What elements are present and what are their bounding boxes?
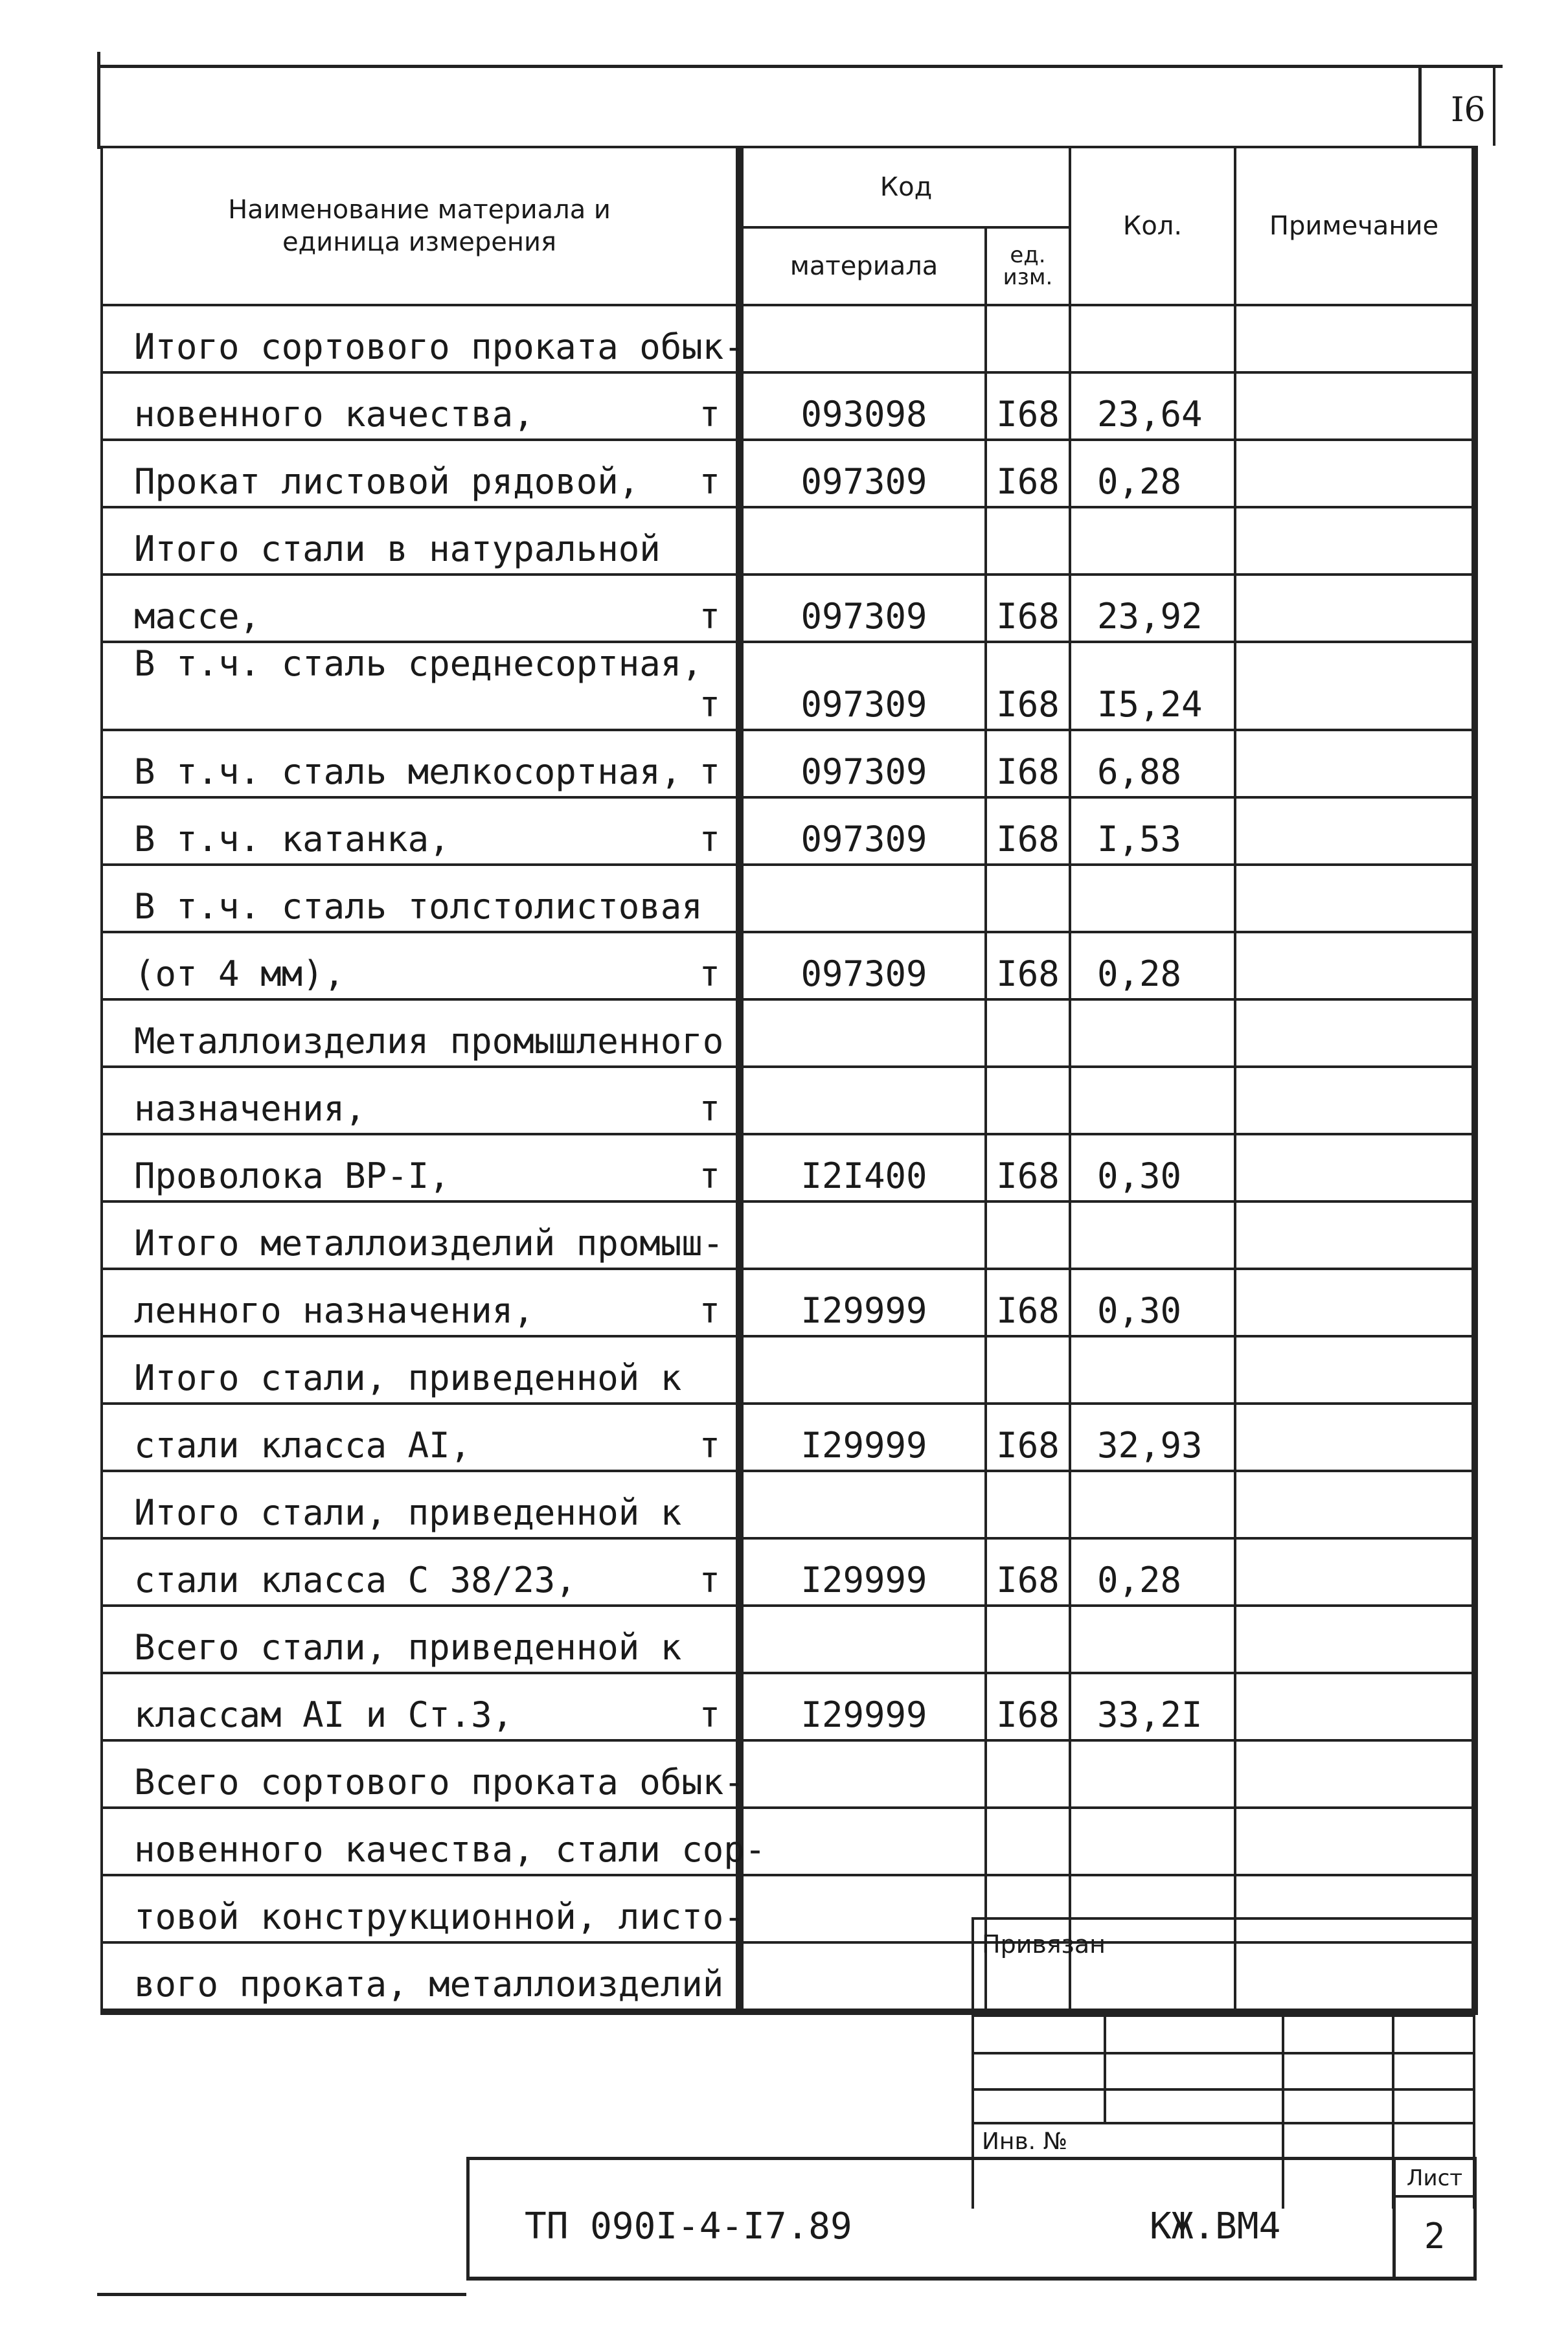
row-unit: т	[699, 1560, 720, 1600]
row-note	[1235, 440, 1475, 507]
row-quantity	[1070, 1740, 1235, 1808]
sheet-number: I6	[1451, 91, 1486, 130]
row-unit-code: I68	[986, 1134, 1070, 1201]
row-name-cell	[102, 440, 740, 507]
row-name: классам AI и Ст.3,	[134, 1694, 514, 1735]
row-quantity: 0,30	[1070, 1269, 1235, 1336]
row-name-cell	[102, 1808, 766, 1875]
row-unit-code: I68	[986, 642, 1070, 730]
row-quantity: I,53	[1070, 797, 1235, 865]
row-quantity: 6,88	[1070, 730, 1235, 797]
row-quantity	[1070, 1336, 1235, 1404]
row-note	[1235, 642, 1475, 730]
row-unit-code	[986, 1201, 1070, 1269]
row-unit-code: I68	[986, 1673, 1070, 1740]
row-quantity: 0,28	[1070, 932, 1235, 999]
row-quantity	[1070, 1201, 1235, 1269]
row-quantity: 23,64	[1070, 372, 1235, 440]
table-row	[102, 372, 1475, 440]
title-block	[466, 2157, 1477, 2281]
header-note: Примечание	[1235, 147, 1475, 305]
row-name: Прокат листовой рядовой,	[134, 461, 640, 502]
table-row	[102, 440, 1475, 507]
row-name-cell	[102, 730, 740, 797]
row-quantity	[1070, 305, 1235, 372]
row-note	[1235, 372, 1475, 440]
row-name-cell	[102, 575, 740, 642]
row-unit-code: I68	[986, 730, 1070, 797]
row-note	[1235, 1606, 1475, 1673]
header-code-material: материала	[740, 227, 986, 305]
stamp-line	[974, 2088, 1473, 2091]
table-row	[102, 797, 1475, 865]
row-unit-code	[986, 1808, 1070, 1875]
row-name: новенного качества, стали сор-	[134, 1829, 766, 1870]
row-note	[1235, 1404, 1475, 1471]
row-quantity: I5,24	[1070, 642, 1235, 730]
row-name-cell	[102, 305, 745, 372]
table-row	[102, 642, 1475, 730]
row-quantity: 0,28	[1070, 440, 1235, 507]
row-material-code	[740, 305, 986, 372]
row-name-cell	[102, 1606, 740, 1673]
table-row	[102, 1538, 1475, 1606]
row-quantity	[1070, 1067, 1235, 1134]
row-name: новенного качества,	[134, 394, 534, 435]
row-name-cell	[102, 1134, 740, 1201]
row-material-code: I29999	[740, 1538, 986, 1606]
row-name: Итого стали, приведенной к	[134, 1492, 682, 1533]
row-unit-code: I68	[986, 372, 1070, 440]
row-unit-code	[986, 1471, 1070, 1538]
row-unit: т	[699, 394, 720, 435]
header-name: Наименование материала и единица измерения	[102, 147, 740, 305]
row-unit-code: I68	[986, 1538, 1070, 1606]
row-unit: т	[699, 1155, 720, 1196]
row-name: товой конструкционной, листо-	[134, 1896, 745, 1937]
stamp-line	[974, 2014, 1473, 2017]
row-name-cell	[102, 372, 740, 440]
row-quantity	[1070, 507, 1235, 575]
row-material-code	[740, 1336, 986, 1404]
row-material-code: 097309	[740, 932, 986, 999]
row-note	[1235, 1673, 1475, 1740]
row-name: В т.ч. сталь мелкосортная,	[134, 751, 682, 792]
row-name: В т.ч. сталь толстолистовая	[134, 886, 703, 927]
table-row	[102, 1269, 1475, 1336]
row-note	[1235, 1808, 1475, 1875]
row-unit-code	[986, 999, 1070, 1067]
row-unit-code	[986, 1336, 1070, 1404]
row-name-cell	[102, 1067, 740, 1134]
row-unit-code	[986, 1740, 1070, 1808]
row-quantity	[1070, 865, 1235, 932]
row-name-cell	[102, 797, 740, 865]
row-name: Проволока ВР-I,	[134, 1155, 450, 1196]
row-material-code	[740, 1471, 986, 1538]
row-name-cell	[102, 1673, 740, 1740]
row-name: Всего стали, приведенной к	[134, 1627, 682, 1668]
row-unit: т	[699, 1088, 720, 1129]
row-unit-code: I68	[986, 1269, 1070, 1336]
sheet-label: Лист	[1396, 2165, 1473, 2198]
privyazan-label: Привязан	[982, 1930, 1106, 1959]
row-unit-code: I68	[986, 1404, 1070, 1471]
table-row	[102, 305, 1475, 372]
row-name-cell	[102, 1201, 740, 1269]
table-row	[102, 575, 1475, 642]
row-note	[1235, 1336, 1475, 1404]
row-unit: т	[699, 819, 720, 859]
row-quantity: 0,28	[1070, 1538, 1235, 1606]
header-quantity: Кол.	[1070, 147, 1235, 305]
row-note	[1235, 865, 1475, 932]
row-quantity	[1070, 999, 1235, 1067]
row-unit: т	[699, 461, 720, 502]
row-note	[1235, 730, 1475, 797]
stamp-line	[974, 2052, 1473, 2054]
row-material-code	[740, 999, 986, 1067]
table-row	[102, 730, 1475, 797]
row-material-code: I2I400	[740, 1134, 986, 1201]
row-unit-code: I68	[986, 797, 1070, 865]
header-code: Код	[740, 147, 1070, 227]
row-unit: т	[699, 1425, 720, 1466]
row-unit-code	[986, 305, 1070, 372]
row-note	[1235, 305, 1475, 372]
row-note	[1235, 1269, 1475, 1336]
sheet-value: 2	[1424, 2216, 1446, 2257]
row-note	[1235, 507, 1475, 575]
document-mark: КЖ.ВМ4	[1150, 2205, 1281, 2248]
row-note	[1235, 575, 1475, 642]
row-material-code: I29999	[740, 1673, 986, 1740]
row-name: Металлоизделия промышленного	[134, 1021, 724, 1062]
row-name: Всего сортового проката обык-	[134, 1762, 745, 1803]
table-row	[102, 1740, 1475, 1808]
row-unit-code	[986, 1067, 1070, 1134]
row-material-code	[740, 1875, 986, 1942]
row-note	[1235, 1134, 1475, 1201]
row-name: вого проката, металлоизделий	[134, 1964, 724, 2005]
row-name: ленного назначения,	[134, 1290, 534, 1331]
row-name: (от 4 мм),	[134, 953, 345, 994]
stamp-line	[1104, 2014, 1106, 2122]
row-note	[1235, 1067, 1475, 1134]
row-unit: т	[699, 684, 720, 725]
row-unit-code: I68	[986, 440, 1070, 507]
row-material-code: I29999	[740, 1404, 986, 1471]
row-unit: т	[699, 751, 720, 792]
row-name-cell	[102, 1269, 740, 1336]
row-quantity: 32,93	[1070, 1404, 1235, 1471]
row-quantity: 23,92	[1070, 575, 1235, 642]
materials-table	[100, 146, 1473, 2015]
row-material-code: 093098	[740, 372, 986, 440]
row-name-cell	[102, 1538, 740, 1606]
row-unit-code	[986, 1606, 1070, 1673]
table-row	[102, 1606, 1475, 1673]
row-name: Итого металлоизделий промыш-	[134, 1223, 724, 1264]
row-quantity	[1070, 1606, 1235, 1673]
table-row	[102, 1471, 1475, 1538]
table-row	[102, 1067, 1475, 1134]
row-note	[1235, 932, 1475, 999]
row-material-code	[740, 1067, 986, 1134]
row-material-code	[740, 1201, 986, 1269]
row-unit-code: I68	[986, 575, 1070, 642]
table-row	[102, 865, 1475, 932]
row-quantity: 0,30	[1070, 1134, 1235, 1201]
table-row	[102, 1808, 1475, 1875]
table-row	[102, 999, 1475, 1067]
row-name: стали класса AI,	[134, 1425, 472, 1466]
row-name-cell	[102, 1875, 745, 1942]
row-name: В т.ч. сталь среднесортная,	[134, 643, 703, 684]
row-name-cell	[102, 1740, 745, 1808]
row-name-cell	[102, 507, 740, 575]
row-unit-code: I68	[986, 932, 1070, 999]
row-material-code: I29999	[740, 1269, 986, 1336]
row-name-cell	[102, 642, 740, 730]
row-name-cell	[102, 1942, 740, 2012]
row-material-code: 097309	[740, 797, 986, 865]
row-quantity	[1070, 1808, 1235, 1875]
row-name-cell	[102, 932, 740, 999]
row-name: В т.ч. катанка,	[134, 819, 450, 859]
row-note	[1235, 1538, 1475, 1606]
row-name: Итого стали, приведенной к	[134, 1358, 682, 1398]
row-material-code	[740, 1808, 986, 1875]
table-row	[102, 1673, 1475, 1740]
row-unit: т	[699, 1694, 720, 1735]
header-code-unit: ед. изм.	[986, 227, 1070, 305]
sheet-cell	[1392, 2160, 1473, 2277]
row-name-cell	[102, 999, 740, 1067]
row-name-cell	[102, 1336, 740, 1404]
stamp-line	[974, 1917, 1473, 1920]
table-body	[102, 305, 1475, 2012]
row-material-code	[740, 1740, 986, 1808]
left-border-line	[97, 52, 100, 149]
row-material-code	[740, 507, 986, 575]
row-name-cell	[102, 865, 740, 932]
row-material-code: 097309	[740, 440, 986, 507]
stamp-line	[974, 2122, 1473, 2124]
row-unit: т	[699, 1290, 720, 1331]
row-name: стали класса С 38/23,	[134, 1560, 576, 1600]
table-row	[102, 1201, 1475, 1269]
row-name: Итого сортового проката обык-	[134, 326, 745, 367]
row-name-cell	[102, 1404, 740, 1471]
row-material-code	[740, 865, 986, 932]
row-unit: т	[699, 596, 720, 637]
row-name-cell	[102, 1471, 740, 1538]
document-code: ТП 090I-4-I7.89	[525, 2205, 852, 2248]
row-note	[1235, 1201, 1475, 1269]
row-quantity	[1070, 1471, 1235, 1538]
row-note	[1235, 797, 1475, 865]
top-border-line	[97, 65, 1503, 68]
row-material-code: 097309	[740, 642, 986, 730]
row-unit-code	[986, 507, 1070, 575]
bottom-border-line	[97, 2293, 466, 2296]
table-row	[102, 932, 1475, 999]
row-note	[1235, 999, 1475, 1067]
row-quantity: 33,2I	[1070, 1673, 1235, 1740]
table-row	[102, 1336, 1475, 1404]
row-unit: т	[699, 953, 720, 994]
row-note	[1235, 1471, 1475, 1538]
row-name: назначения,	[134, 1088, 366, 1129]
table-row	[102, 1404, 1475, 1471]
row-unit-code	[986, 865, 1070, 932]
table-row	[102, 507, 1475, 575]
row-material-code	[740, 1606, 986, 1673]
row-material-code: 097309	[740, 730, 986, 797]
row-material-code	[740, 1942, 986, 2012]
table-row	[102, 1134, 1475, 1201]
inventory-number-label: Инв. №	[982, 2128, 1068, 2155]
row-note	[1235, 1740, 1475, 1808]
row-name: массе,	[134, 596, 261, 637]
row-name: Итого стали в натуральной	[134, 529, 661, 569]
row-material-code: 097309	[740, 575, 986, 642]
